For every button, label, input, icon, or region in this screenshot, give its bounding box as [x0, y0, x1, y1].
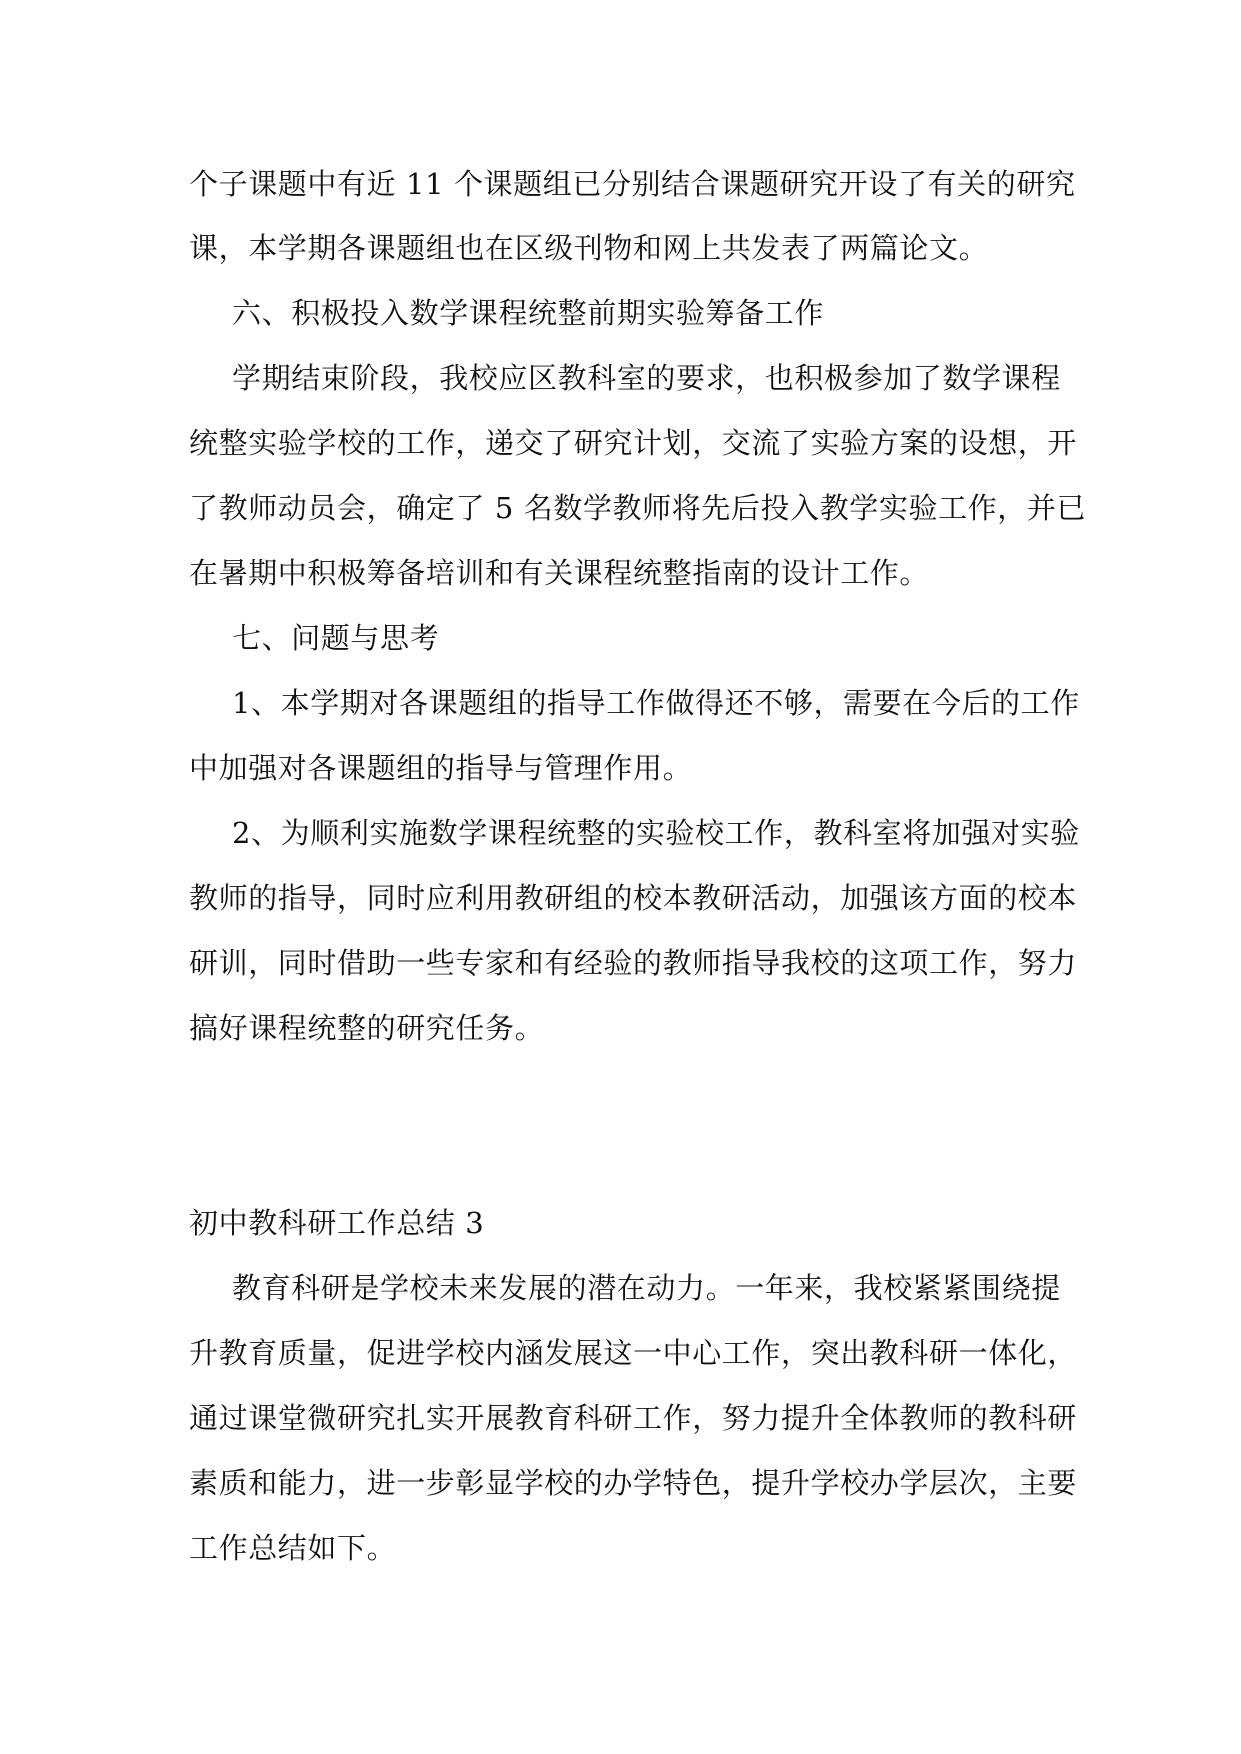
paragraph-line: 教育科研是学校未来发展的潜在动力。一年来，我校紧紧围绕提 — [232, 1271, 1061, 1305]
section-heading-seven: 七、问题与思考 — [232, 621, 440, 655]
paragraph-line: 统整实验学校的工作，递交了研究计划，交流了实验方案的设想，开 — [189, 426, 1078, 460]
paragraph-line: 素质和能力，进一步彰显学校的办学特色，提升学校办学层次，主要 — [189, 1466, 1078, 1500]
paragraph-line: 2、为顺利实施数学课程统整的实验校工作，教科室将加强对实验 — [232, 816, 1080, 850]
paragraph-line: 升教育质量，促进学校内涵发展这一中心工作，突出教科研一体化， — [189, 1336, 1078, 1370]
paragraph-line: 1、本学期对各课题组的指导工作做得还不够，需要在今后的工作 — [232, 686, 1080, 720]
paragraph-line: 教师的指导，同时应利用教研组的校本教研活动，加强该方面的校本 — [189, 881, 1078, 915]
paragraph-line: 个子课题中有近 11 个课题组已分别结合课题研究开设了有关的研究 — [189, 167, 1076, 201]
section-heading-six: 六、积极投入数学课程统整前期实验筹备工作 — [232, 296, 825, 330]
paragraph-line: 通过课堂微研究扎实开展教育科研工作，努力提升全体教师的教科研 — [189, 1401, 1078, 1435]
paragraph-line: 课，本学期各课题组也在区级刊物和网上共发表了两篇论文。 — [189, 231, 989, 265]
paragraph-line: 搞好课程统整的研究任务。 — [189, 1011, 545, 1045]
section-title: 初中教科研工作总结 3 — [189, 1206, 485, 1240]
paragraph-line: 学期结束阶段，我校应区教科室的要求，也积极参加了数学课程 — [232, 361, 1061, 395]
paragraph-line: 工作总结如下。 — [189, 1531, 397, 1565]
paragraph-line: 了教师动员会，确定了 5 名数学教师将先后投入教学实验工作，并已 — [189, 491, 1087, 525]
paragraph-line: 中加强对各课题组的指导与管理作用。 — [189, 751, 693, 785]
paragraph-line: 在暑期中积极筹备培训和有关课程统整指南的设计工作。 — [189, 556, 930, 590]
paragraph-line: 研训，同时借助一些专家和有经验的教师指导我校的这项工作，努力 — [189, 946, 1078, 980]
